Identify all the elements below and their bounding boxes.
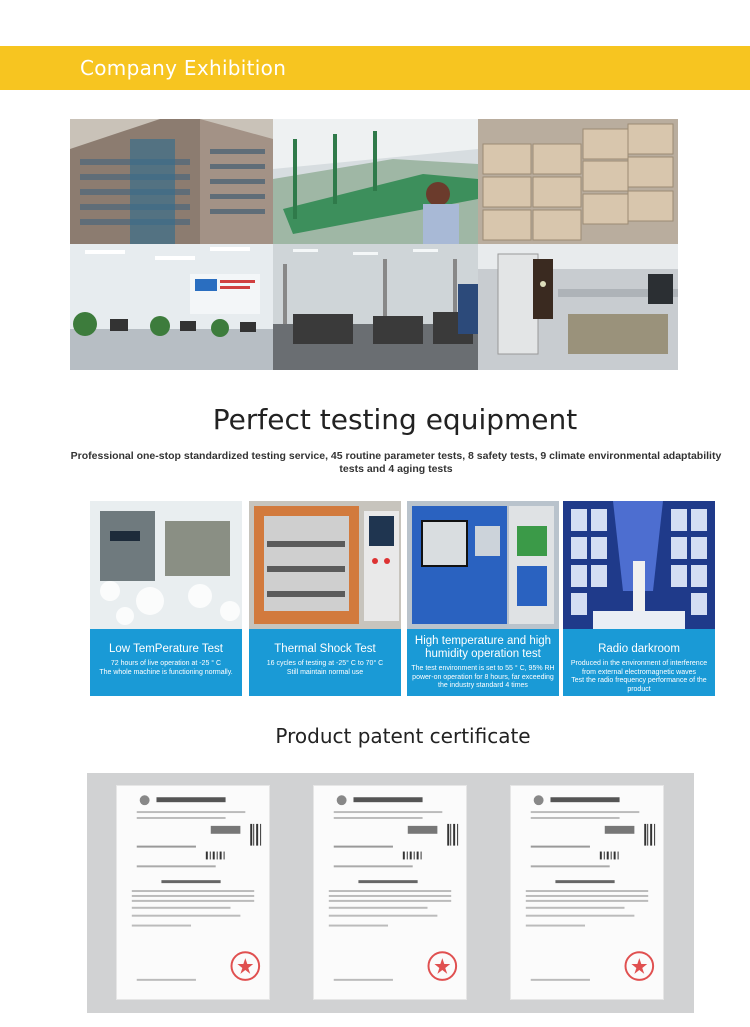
test-card-info [90,629,242,696]
section-banner [0,46,750,90]
production-line-photo [273,119,478,244]
warehouse-boxes-photo [478,119,678,244]
test-description: 72 hours of live operation at -25 ° C The whole machine is functioning normally. [99,660,233,676]
patent-certificates [87,773,694,1013]
testing-cards [90,501,708,696]
patent-certificate-document [116,785,270,1000]
low-temperature-photo [90,501,242,629]
lock-testing-photo [478,244,678,370]
testing-subtitle: Professional one-stop standardized testing service, 45 routine parameter tests, 8 safety tests, 9 climate environmental adaptability tests and 4 aging tests [70,450,722,475]
test-title: High temperature and high humidity operation test [414,635,552,660]
test-description: Produced in the environment of interference from external electromagnetic waves Test the radio frequency performance of the product [570,660,708,693]
patent-certificate-document [313,785,467,1000]
test-card-info [249,629,401,696]
test-description: The test environment is set to 55 ° C, 95% RH power-on operation for 8 hours, far exceeding the industry standard 4 times [411,665,555,689]
test-title: Radio darkroom [598,643,680,655]
testing-heading: Perfect testing equipment [212,403,578,436]
test-title: Low TemPerature Test [109,643,223,655]
workshop-photo [273,244,478,370]
test-title: Thermal Shock Test [274,643,376,655]
test-card-thermal-shock [249,501,401,696]
patent-certificate-document [510,785,664,1000]
test-card-high-humidity [407,501,559,696]
radio-darkroom-photo [563,501,715,629]
company-gallery [70,119,678,370]
test-card-radio-darkroom [563,501,715,696]
office-photo [70,244,273,370]
factory-building-photo [70,119,273,244]
test-card-low-temperature [90,501,242,696]
test-card-info [563,629,715,696]
section-title: Company Exhibition [80,56,287,80]
test-card-info [407,629,559,696]
thermal-shock-photo [249,501,401,629]
patent-heading: Product patent certificate [275,724,531,748]
test-description: 16 cycles of testing at -25° C to 70° C Still maintain normal use [266,660,384,676]
high-humidity-chamber-photo [407,501,559,629]
